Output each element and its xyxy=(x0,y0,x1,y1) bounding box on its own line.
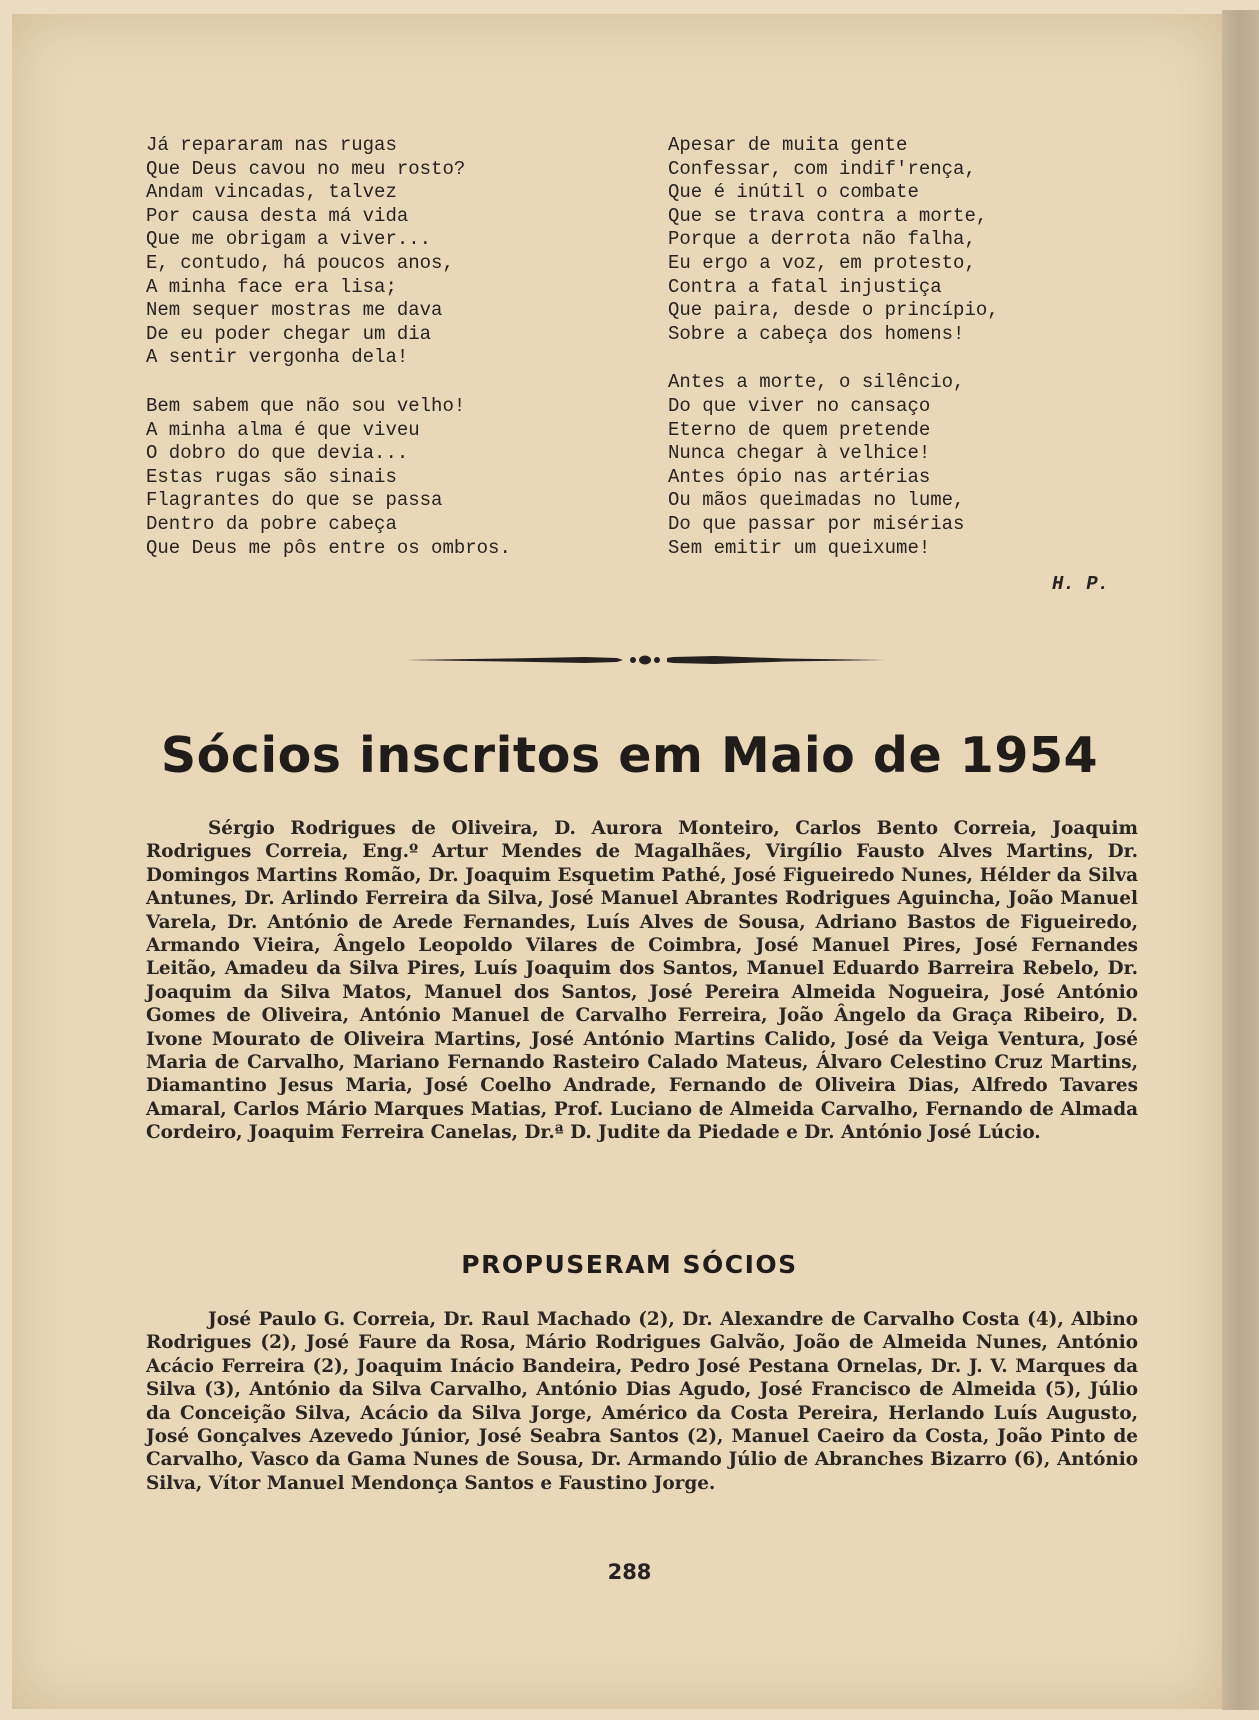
poem-line: De eu poder chegar um dia xyxy=(146,322,432,345)
poem-line: Confessar, com indif'rença, xyxy=(668,157,976,180)
poem-line: Eu ergo a voz, em protesto, xyxy=(668,251,976,274)
poem-line: E, contudo, há poucos anos, xyxy=(146,251,454,274)
section-heading: Sócios inscritos em Maio de 1954 xyxy=(160,727,1099,784)
poem-line: Que Deus cavou no meu rosto? xyxy=(146,157,466,180)
poem-line: Apesar de muita gente xyxy=(668,134,908,156)
poem-line: Que é inútil o combate xyxy=(668,181,919,204)
poem-line: Contra a fatal injustiça xyxy=(668,275,942,298)
poem-signature: H. P. xyxy=(1052,573,1110,595)
poem-line: Bem sabem que não sou velho! xyxy=(146,394,466,417)
stanza-gap xyxy=(668,346,999,371)
page-number: 288 xyxy=(607,1560,652,1584)
poem-line: Que Deus me pôs entre os ombros. xyxy=(146,536,511,559)
poem-line: A minha face era lisa; xyxy=(146,275,397,298)
poem-line: Do que passar por misérias xyxy=(668,512,965,535)
poem-line: Antes a morte, o silêncio, xyxy=(668,371,965,394)
poem-line: Que se trava contra a morte, xyxy=(668,204,988,227)
poem-line: O dobro do que devia... xyxy=(146,442,409,465)
poem-line: Eterno de quem pretende xyxy=(668,418,931,441)
poem-line: Por causa desta má vida xyxy=(146,204,409,227)
ornamental-divider xyxy=(405,650,885,670)
poem-line: A minha alma é que viveu xyxy=(146,418,420,441)
proposers-heading: PROPUSERAM SÓCIOS xyxy=(461,1250,798,1279)
members-paragraph: Sérgio Rodrigues de Oliveira, D. Aurora Monteiro, Carlos Bento Correia, Joaquim Rodrigues Correia, Eng.º Artur Mendes de Magalhães, Virgílio Fausto Alves Martins, Dr. Domingos Martins Romão, Dr. Joaquim Esquetim Pathé, José Figueiredo Nunes, Hélder da Silva Antunes, Dr. Arlindo Ferreira da Silva, José Manuel Abrantes Rodrigues Aguincha, João Manuel Varela, Dr. António de Arede Fernandes, Luís Alves de Sousa, Adriano Bastos de Figueiredo, Armando Vieira, Ângelo Leopoldo Vilares de Coimbra, José Manuel Pires, José Fernandes Leitão, Amadeu da Silva Pires, Luís Joaquim dos Santos, Manuel Eduardo Barreira Rebelo, Dr. Joaquim da Silva Matos, Manuel dos Santos, José Pereira Almeida Nogueira, José António Gomes de Oliveira, António Manuel de Carvalho Ferreira, João Ângelo da Graça Ribeiro, D. Ivone Mourato de Oliveira Martins, José António Martins Calido, José da Veiga Ventura, José Maria de Carvalho, Mariano Fernando Rasteiro Calado Mateus, Álvaro Celestino Cruz Martins, Diamantino Jesus Maria, José Coelho Andrade, Fernando de Oliveira Dias, Alfredo Tavares Amaral, Carlos Mário Marques Matias, Prof. Luciano de Almeida Carvalho, Fernando de Almada Cordeiro, Joaquim Ferreira Canelas, Dr.ª D. Judite da Piedade e Dr. António José Lúcio. xyxy=(146,818,1138,1144)
poem-line: Ou mãos queimadas no lume, xyxy=(668,489,965,512)
poem-line: Nunca chegar à velhice! xyxy=(668,442,931,465)
poem-line: Flagrantes do que se passa xyxy=(146,489,443,512)
page-edge xyxy=(1222,10,1259,1710)
poem-line: A sentir vergonha dela! xyxy=(146,346,409,369)
poem-line: Antes ópio nas artérias xyxy=(668,465,931,488)
poem-line: Do que viver no cansaço xyxy=(668,394,931,417)
poem-left-column xyxy=(146,134,511,560)
poem-line: Já repararam nas rugas xyxy=(146,134,397,156)
poem-line: Nem sequer mostras me dava xyxy=(146,299,443,322)
proposers-paragraph: José Paulo G. Correia, Dr. Raul Machado (2), Dr. Alexandre de Carvalho Costa (4), Albino Rodrigues (2), José Faure da Rosa, Mário Rodrigues Galvão, João de Almeida Nunes, António Acácio Ferreira (2), Joaquim Inácio Bandeira, Pedro José Pestana Ornelas, Dr. J. V. Marques da Silva (3), António da Silva Carvalho, António Dias Agudo, José Francisco de Almeida (5), Júlio da Conceição Silva, Acácio da Silva Jorge, Américo da Costa Pereira, Herlando Luís Augusto, José Gonçalves Azevedo Júnior, José Seabra Santos (2), Manuel Caeiro da Costa, João Pinto de Carvalho, Vasco da Gama Nunes de Sousa, Dr. Armando Júlio de Abranches Bizarro (6), António Silva, Vítor Manuel Mendonça Santos e Faustino Jorge. xyxy=(146,1309,1138,1494)
poem-line: Que paira, desde o princípio, xyxy=(668,299,999,322)
poem-line: Sobre a cabeça dos homens! xyxy=(668,322,965,345)
poem-line: Sem emitir um queixume! xyxy=(668,536,931,559)
poem-line: Andam vincadas, talvez xyxy=(146,181,397,204)
poem-line: Porque a derrota não falha, xyxy=(668,228,976,251)
poem-right-column xyxy=(668,134,999,560)
poem-line: Dentro da pobre cabeça xyxy=(146,512,397,535)
poem-line: Que me obrigam a viver... xyxy=(146,228,432,251)
poem-line: Estas rugas são sinais xyxy=(146,465,397,488)
stanza-gap xyxy=(146,370,511,395)
